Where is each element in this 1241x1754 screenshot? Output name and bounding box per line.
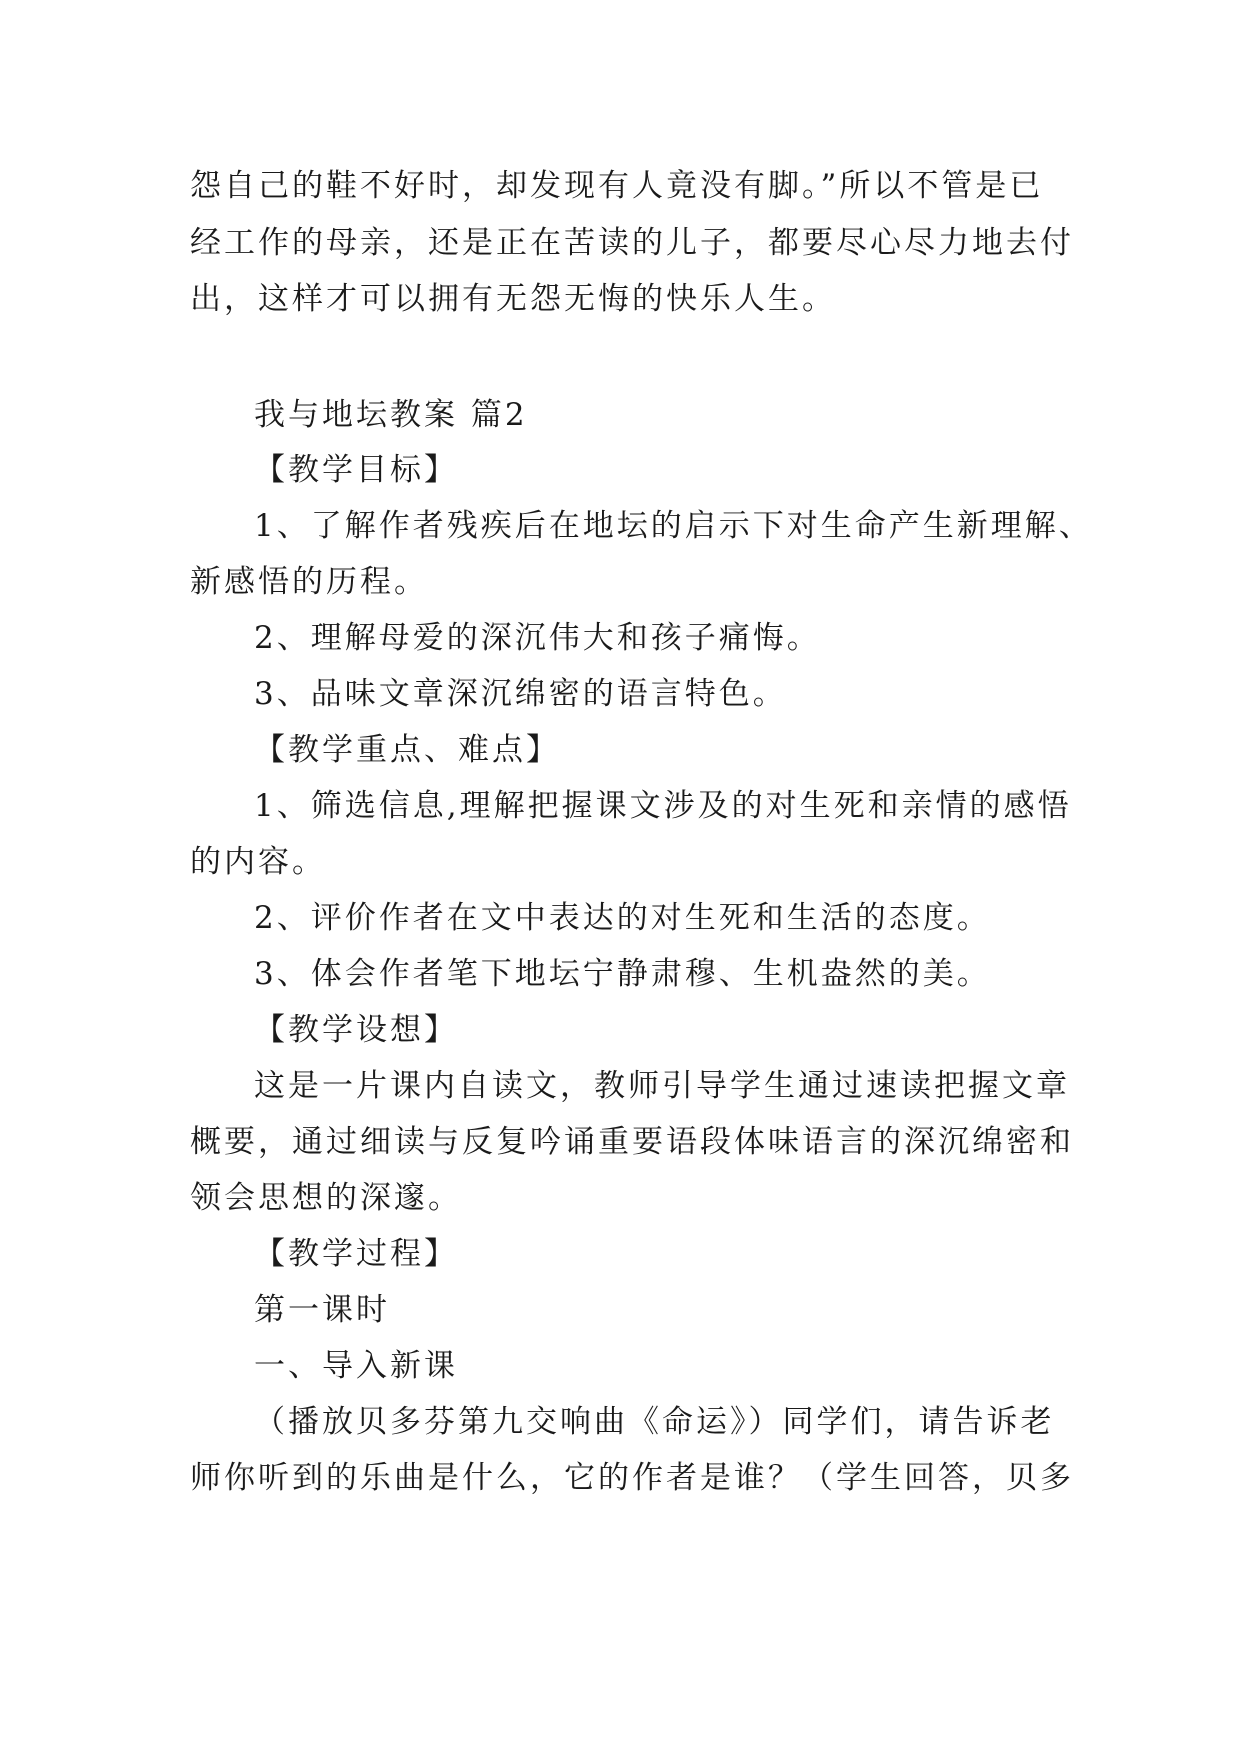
paragraph-line: 概要，通过细读与反复吟诵重要语段体味语言的深沉绵密和 [190,1124,1074,1160]
paragraph-line: 经工作的母亲，还是正在苦读的儿子，都要尽心尽力地去付 [190,225,1074,261]
paragraph-line: 一、导入新课 [254,1348,458,1384]
paragraph-line: 2、评价作者在文中表达的对生死和生活的态度。 [254,900,991,936]
paragraph-line: 1、了解作者残疾后在地坛的启示下对生命产生新理解、 [254,508,1093,544]
paragraph-line: 2、理解母爱的深沉伟大和孩子痛悔。 [254,620,821,656]
paragraph-line: 1、筛选信息,理解把握课文涉及的对生死和亲情的感悟 [254,788,1072,824]
subheading-process: 【教学过程】 [254,1236,458,1272]
paragraph-line: 这是一片课内自读文，教师引导学生通过速读把握文章 [254,1068,1070,1104]
section-heading: 我与地坛教案 篇2 [254,397,528,433]
paragraph-line: 新感悟的历程。 [190,564,428,600]
paragraph-line: 3、体会作者笔下地坛宁静肃穆、生机盎然的美。 [254,956,991,992]
paragraph-line: 领会思想的深邃。 [190,1180,462,1216]
paragraph-line: 3、品味文章深沉绵密的语言特色。 [254,676,787,712]
paragraph-line: 师你听到的乐曲是什么，它的作者是谁？（学生回答，贝多 [190,1460,1074,1496]
subheading-objectives: 【教学目标】 [254,452,458,488]
subheading-key-points: 【教学重点、难点】 [254,732,560,768]
subheading-design: 【教学设想】 [254,1012,458,1048]
paragraph-line: 的内容。 [190,844,326,880]
paragraph-line: 怨自己的鞋不好时，却发现有人竟没有脚。”所以不管是已 [190,168,1044,204]
paragraph-line: 出，这样才可以拥有无怨无悔的快乐人生。 [190,281,836,317]
paragraph-line: （播放贝多芬第九交响曲《命运》）同学们，请告诉老 [254,1404,1055,1440]
paragraph-line: 第一课时 [254,1292,390,1328]
